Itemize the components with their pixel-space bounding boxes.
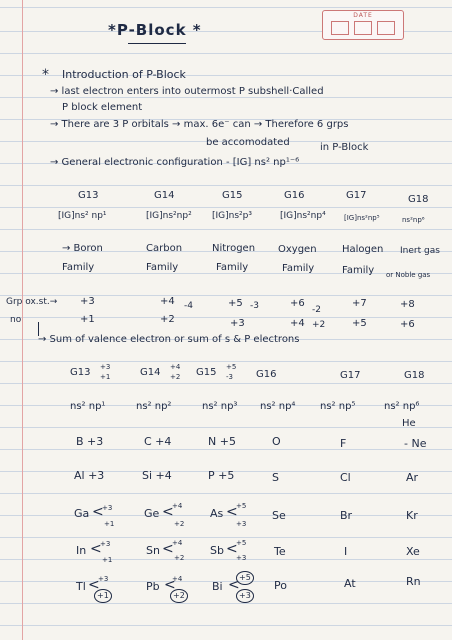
oxidation-state: +3 — [230, 318, 245, 329]
family-word: Family — [282, 263, 315, 274]
intro-heading: Introduction of P-Block — [62, 68, 186, 81]
element-symbol: Kr — [406, 509, 418, 522]
group-config: [IG]ns²p³ — [212, 211, 252, 221]
element-cell: Ar — [406, 471, 419, 484]
element-state: +3 — [102, 504, 113, 512]
table-group-head: G17 — [340, 370, 361, 381]
element-state: +5 — [236, 502, 247, 510]
family-name: Halogen — [342, 244, 384, 255]
oxidation-state: +7 — [352, 298, 367, 309]
table-group-head: G16 — [256, 369, 277, 380]
state-branch: < — [162, 541, 174, 557]
table-group-head: G15 — [196, 367, 217, 378]
element-cell: N +5 — [208, 435, 236, 448]
element-symbol: Te — [274, 545, 286, 558]
element-state: +3 — [98, 575, 109, 583]
intro-bullet: * — [42, 67, 49, 83]
element-symbol: Bi — [212, 580, 223, 593]
oxidation-state: -3 — [250, 301, 259, 311]
intro-line-1b: P block element — [62, 102, 143, 113]
element-state: +3 — [236, 520, 247, 528]
element-symbol: Br — [340, 509, 353, 522]
oxidation-state: +8 — [400, 299, 415, 310]
oxidation-state: -2 — [312, 305, 321, 315]
state-branch: < — [226, 541, 238, 557]
element-symbol: Pb — [146, 580, 160, 593]
group-name: G17 — [346, 190, 367, 201]
element-cell: B +3 — [76, 435, 104, 448]
date-cell — [354, 21, 372, 35]
element-state: +3 — [236, 554, 247, 562]
date-box — [322, 10, 404, 40]
element-cell: P +5 — [208, 469, 235, 482]
element-symbol: Tl — [76, 580, 86, 593]
group-config: [IG]ns² np¹ — [58, 211, 107, 221]
element-state: +3 — [100, 540, 111, 548]
element-state: +2 — [174, 554, 185, 562]
group-name: G16 — [284, 190, 305, 201]
oxidation-state: +1 — [80, 314, 95, 325]
oxidation-state: +2 — [160, 314, 175, 325]
element-cell: Al +3 — [74, 469, 105, 482]
table-group-head: G14 — [140, 367, 161, 378]
group-config: [IG]ns²np² — [146, 211, 192, 221]
page-title: *P-Block * — [108, 21, 202, 39]
family-word: Family — [62, 262, 95, 273]
element-symbol: In — [76, 544, 87, 557]
state-branch: < — [88, 577, 100, 593]
group-name: G13 — [78, 190, 99, 201]
head-state: +4 — [170, 363, 181, 371]
oxidation-state: +5 — [352, 318, 367, 329]
group-name: G14 — [154, 190, 175, 201]
element-state: +1 — [104, 520, 115, 528]
intro-line-2b: be accomodated — [206, 137, 290, 148]
intro-line-1a: → last electron enters into outermost P subshell·Called — [50, 86, 324, 97]
oxidation-state: +5 — [228, 298, 243, 309]
group-config: ns²np⁶ — [402, 216, 425, 224]
element-cell: C +4 — [144, 435, 172, 448]
family-name: Oxygen — [278, 244, 317, 255]
element-state: +5 — [236, 539, 247, 547]
family-name: Inert gas — [400, 246, 440, 256]
element-symbol: As — [210, 507, 224, 520]
element-state-circled: +2 — [170, 589, 188, 603]
element-symbol: Ga — [74, 507, 90, 520]
helium-label: He — [402, 418, 416, 429]
head-state: -3 — [226, 373, 233, 381]
oxidation-state: +4 — [290, 318, 305, 329]
head-state: +1 — [100, 373, 111, 381]
group-config: [IG]ns²np⁴ — [280, 211, 326, 221]
oxidation-state: +4 — [160, 296, 175, 307]
oxidation-state: +6 — [290, 298, 305, 309]
element-symbol: I — [344, 545, 348, 558]
table-config: ns² np⁴ — [260, 401, 296, 412]
state-branch: < — [228, 577, 240, 593]
family-name: → Boron — [62, 243, 103, 254]
head-state: +3 — [100, 363, 111, 371]
group-name: G18 — [408, 194, 429, 205]
title-underline — [128, 43, 186, 44]
table-config: ns² np⁶ — [384, 401, 420, 412]
element-symbol: Xe — [406, 545, 420, 558]
oxidation-state: +2 — [312, 320, 326, 330]
element-symbol: Po — [274, 579, 287, 592]
element-state-circled: +5 — [236, 571, 254, 585]
family-word: or Noble gas — [386, 271, 431, 279]
family-word: Family — [342, 265, 375, 276]
oxidation-state: -4 — [184, 301, 193, 311]
valence-note: → Sum of valence electron or sum of s & P electrons — [38, 334, 300, 345]
element-cell: Si +4 — [142, 469, 172, 482]
state-branch: < — [226, 504, 238, 520]
intro-line-2a: → There are 3 P orbitals → max. 6e⁻ can → Therefore 6 grps — [50, 119, 349, 130]
element-state: +1 — [102, 556, 113, 564]
element-symbol: Sn — [146, 544, 160, 557]
element-state: +4 — [172, 502, 183, 510]
margin-line — [22, 0, 23, 640]
element-state: +4 — [172, 575, 183, 583]
oxidation-label: no — [10, 315, 22, 325]
oxidation-label: Grp ox.st.→ — [6, 297, 58, 307]
date-cell — [377, 21, 395, 35]
element-state-circled: +3 — [236, 589, 254, 603]
table-config: ns² np³ — [202, 401, 238, 412]
element-symbol: Sb — [210, 544, 224, 557]
table-group-head: G13 — [70, 367, 91, 378]
element-symbol: Rn — [406, 575, 421, 588]
element-cell: F — [340, 437, 347, 450]
intro-line-3: → General electronic configuration - [IG] ns² np¹⁻⁶ — [50, 157, 300, 168]
oxidation-state: +3 — [80, 296, 95, 307]
intro-line-2c: in P-Block — [320, 142, 369, 153]
element-cell: - Ne — [404, 437, 427, 450]
oxidation-state: +6 — [400, 319, 415, 330]
table-config: ns² np¹ — [70, 401, 106, 412]
date-cell — [331, 21, 349, 35]
element-symbol: At — [344, 577, 356, 590]
family-name: Carbon — [146, 243, 183, 254]
element-state-circled: +1 — [94, 589, 112, 603]
state-branch: < — [162, 504, 174, 520]
table-group-head: G18 — [404, 370, 425, 381]
element-cell: Cl — [340, 471, 351, 484]
head-state: +5 — [226, 363, 237, 371]
element-symbol: Ge — [144, 507, 160, 520]
element-state: +2 — [174, 520, 185, 528]
state-branch: < — [92, 504, 104, 520]
family-word: Family — [216, 262, 249, 273]
group-name: G15 — [222, 190, 243, 201]
state-branch: < — [164, 577, 176, 593]
date-label: DATE — [353, 12, 373, 19]
element-cell: O — [272, 435, 281, 448]
element-cell: S — [272, 471, 279, 484]
head-state: +2 — [170, 373, 181, 381]
table-config: ns² np² — [136, 401, 172, 412]
element-state: +4 — [172, 539, 183, 547]
family-word: Family — [146, 262, 179, 273]
table-config: ns² np⁵ — [320, 401, 356, 412]
group-config: [IG]ns²np⁵ — [344, 214, 380, 222]
state-branch: < — [90, 541, 102, 557]
element-symbol: Se — [272, 509, 286, 522]
family-name: Nitrogen — [212, 243, 256, 254]
